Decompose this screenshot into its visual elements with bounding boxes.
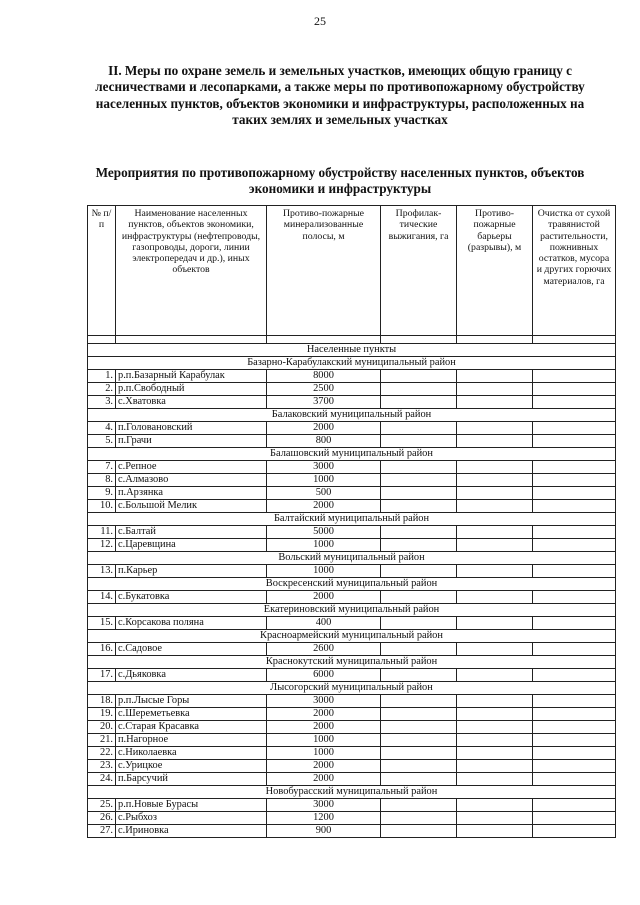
table-row [88,500,616,513]
row-burning [381,591,457,604]
table-row [88,721,616,734]
table-row [88,370,616,383]
table-row [88,812,616,825]
row-burning [381,526,457,539]
district-row [88,630,616,643]
row-burning [381,539,457,552]
row-number: 20. [88,721,116,734]
table-row [88,526,616,539]
row-barrier [457,396,533,409]
row-clearing [533,383,616,396]
row-clearing [533,526,616,539]
row-mineral-strip: 1000 [267,565,381,578]
row-name: р.п.Базарный Карабулак [116,370,267,383]
row-mineral-strip: 900 [267,825,381,838]
row-name: с.Хватовка [116,396,267,409]
row-name: с.Алмазово [116,474,267,487]
row-name: с.Рыбхоз [116,812,267,825]
row-barrier [457,565,533,578]
row-burning [381,396,457,409]
district-row [88,513,616,526]
row-name: п.Арзянка [116,487,267,500]
row-name: с.Корсакова поляна [116,617,267,630]
row-name: с.Букатовка [116,591,267,604]
row-mineral-strip: 1000 [267,747,381,760]
district-name: Вольский муниципальный район [88,552,616,565]
row-mineral-strip: 2600 [267,643,381,656]
row-name: с.Большой Мелик [116,500,267,513]
row-burning [381,383,457,396]
district-name: Лысогорский муниципальный район [88,682,616,695]
row-number: 8. [88,474,116,487]
row-name: п.Грачи [116,435,267,448]
row-burning [381,565,457,578]
row-clearing [533,669,616,682]
row-clearing [533,799,616,812]
row-burning [381,487,457,500]
row-barrier [457,474,533,487]
header-object-name: Наименование населенных пунктов, объектов экономики, инфраструктуры (нефтепроводы, газопроводы, дороги, линии электропередач и др.), иных объектов [116,206,267,336]
row-burning [381,500,457,513]
row-mineral-strip: 3700 [267,396,381,409]
row-clearing [533,812,616,825]
row-mineral-strip: 500 [267,487,381,500]
district-row [88,409,616,422]
row-number: 2. [88,383,116,396]
fire-measures-table [87,205,616,838]
district-row [88,786,616,799]
row-mineral-strip: 6000 [267,669,381,682]
row-barrier [457,734,533,747]
row-number: 12. [88,539,116,552]
row-name: р.п.Лысые Горы [116,695,267,708]
row-name: с.Царевщина [116,539,267,552]
row-number: 1. [88,370,116,383]
row-barrier [457,526,533,539]
row-name: с.Шереметьевка [116,708,267,721]
table-row [88,643,616,656]
row-mineral-strip: 8000 [267,370,381,383]
district-row [88,682,616,695]
row-burning [381,760,457,773]
row-clearing [533,474,616,487]
row-burning [381,643,457,656]
row-mineral-strip: 3000 [267,461,381,474]
district-row [88,357,616,370]
row-mineral-strip: 1000 [267,734,381,747]
table-row [88,760,616,773]
row-burning [381,812,457,825]
table-title: Мероприятия по противопожарному обустройству населенных пунктов, объектов экономики и инфраструктуры [95,165,585,196]
row-clearing [533,461,616,474]
district-name: Базарно-Карабулакский муниципальный район [88,357,616,370]
row-clearing [533,773,616,786]
row-burning [381,461,457,474]
row-barrier [457,487,533,500]
row-burning [381,734,457,747]
table-row [88,695,616,708]
category-row [88,344,616,357]
row-name: п.Нагорное [116,734,267,747]
row-name: с.Ириновка [116,825,267,838]
row-clearing [533,591,616,604]
row-mineral-strip: 2000 [267,591,381,604]
row-burning [381,773,457,786]
row-mineral-strip: 2500 [267,383,381,396]
row-mineral-strip: 2000 [267,760,381,773]
header-vegetation-clearing: Очистка от сухой травянистой растительности, пожнивных остатков, мусора и других горючих материалов, га [533,206,616,336]
table-row [88,435,616,448]
table-row [88,747,616,760]
row-number: 10. [88,500,116,513]
row-mineral-strip: 2000 [267,708,381,721]
row-clearing [533,617,616,630]
row-number: 22. [88,747,116,760]
row-barrier [457,435,533,448]
row-burning [381,422,457,435]
district-name: Балашовский муниципальный район [88,448,616,461]
table-row [88,617,616,630]
row-name: с.Дьяковка [116,669,267,682]
row-barrier [457,825,533,838]
district-row [88,552,616,565]
section-title: II. Меры по охране земель и земельных участков, имеющих общую границу с лесничествами и лесопарками, а также меры по противопожарному обустройству населенных пунктов, объектов экономики и инфраструктуры, расположенных на таких землях и земельных участках [95,63,585,128]
table-body [88,336,616,838]
row-number: 19. [88,708,116,721]
table-row [88,773,616,786]
row-number: 5. [88,435,116,448]
row-burning [381,617,457,630]
row-barrier [457,383,533,396]
table-row [88,669,616,682]
row-clearing [533,565,616,578]
row-clearing [533,487,616,500]
table-row [88,799,616,812]
district-name: Краснокутский муниципальный район [88,656,616,669]
spacer-row [88,336,616,344]
row-clearing [533,643,616,656]
table-row [88,487,616,500]
row-mineral-strip: 2000 [267,773,381,786]
row-mineral-strip: 5000 [267,526,381,539]
row-barrier [457,422,533,435]
row-name: п.Карьер [116,565,267,578]
header-preventive-burning: Профилак-тические выжигания, га [381,206,457,336]
table-row [88,825,616,838]
row-number: 9. [88,487,116,500]
table-row [88,461,616,474]
row-burning [381,435,457,448]
row-number: 14. [88,591,116,604]
row-barrier [457,721,533,734]
row-barrier [457,643,533,656]
row-burning [381,825,457,838]
row-mineral-strip: 400 [267,617,381,630]
row-burning [381,370,457,383]
row-burning [381,721,457,734]
row-number: 11. [88,526,116,539]
row-barrier [457,669,533,682]
row-mineral-strip: 2000 [267,500,381,513]
row-burning [381,669,457,682]
category-label: Населенные пункты [88,344,616,357]
row-barrier [457,773,533,786]
row-clearing [533,708,616,721]
row-barrier [457,617,533,630]
row-barrier [457,747,533,760]
row-mineral-strip: 1000 [267,539,381,552]
row-number: 24. [88,773,116,786]
row-barrier [457,695,533,708]
row-clearing [533,539,616,552]
table-row [88,474,616,487]
row-number: 4. [88,422,116,435]
header-fire-barriers: Противо-пожарные барьеры (разрывы), м [457,206,533,336]
row-number: 17. [88,669,116,682]
row-barrier [457,760,533,773]
district-row [88,656,616,669]
row-clearing [533,435,616,448]
row-name: с.Старая Красавка [116,721,267,734]
row-burning [381,474,457,487]
row-name: р.п.Новые Бурасы [116,799,267,812]
district-name: Новобурасский муниципальный район [88,786,616,799]
row-name: р.п.Свободный [116,383,267,396]
row-barrier [457,799,533,812]
row-number: 18. [88,695,116,708]
row-number: 25. [88,799,116,812]
row-name: с.Урицкое [116,760,267,773]
row-number: 13. [88,565,116,578]
row-burning [381,695,457,708]
row-mineral-strip: 1200 [267,812,381,825]
header-number: № п/п [88,206,116,336]
row-barrier [457,708,533,721]
row-name: п.Головановский [116,422,267,435]
row-name: с.Николаевка [116,747,267,760]
row-number: 15. [88,617,116,630]
row-clearing [533,760,616,773]
row-barrier [457,370,533,383]
district-row [88,578,616,591]
row-burning [381,747,457,760]
row-number: 16. [88,643,116,656]
row-clearing [533,500,616,513]
row-clearing [533,396,616,409]
table-row [88,396,616,409]
row-mineral-strip: 1000 [267,474,381,487]
row-mineral-strip: 800 [267,435,381,448]
table-row [88,734,616,747]
row-clearing [533,825,616,838]
district-name: Воскресенский муниципальный район [88,578,616,591]
row-number: 26. [88,812,116,825]
district-row [88,604,616,617]
row-barrier [457,461,533,474]
row-clearing [533,695,616,708]
row-name: п.Барсучий [116,773,267,786]
row-mineral-strip: 3000 [267,695,381,708]
row-clearing [533,734,616,747]
table-row [88,383,616,396]
row-clearing [533,422,616,435]
row-clearing [533,747,616,760]
row-number: 27. [88,825,116,838]
row-clearing [533,370,616,383]
district-name: Балаковский муниципальный район [88,409,616,422]
row-mineral-strip: 2000 [267,721,381,734]
row-clearing [533,721,616,734]
row-mineral-strip: 3000 [267,799,381,812]
row-burning [381,799,457,812]
row-barrier [457,812,533,825]
row-number: 21. [88,734,116,747]
district-name: Екатериновский муниципальный район [88,604,616,617]
district-name: Балтайский муниципальный район [88,513,616,526]
row-barrier [457,500,533,513]
table-row [88,708,616,721]
row-burning [381,708,457,721]
table-row [88,539,616,552]
header-mineral-strips: Противо-пожарные минерализованные полосы, м [267,206,381,336]
district-name: Красноармейский муниципальный район [88,630,616,643]
row-name: с.Балтай [116,526,267,539]
row-name: с.Садовое [116,643,267,656]
row-name: с.Репное [116,461,267,474]
row-barrier [457,539,533,552]
table-row [88,591,616,604]
table-row [88,565,616,578]
table-row [88,422,616,435]
row-number: 23. [88,760,116,773]
page-number: 25 [314,14,326,28]
row-barrier [457,591,533,604]
district-row [88,448,616,461]
row-number: 3. [88,396,116,409]
row-mineral-strip: 2000 [267,422,381,435]
table-header-row [88,206,616,336]
row-number: 7. [88,461,116,474]
